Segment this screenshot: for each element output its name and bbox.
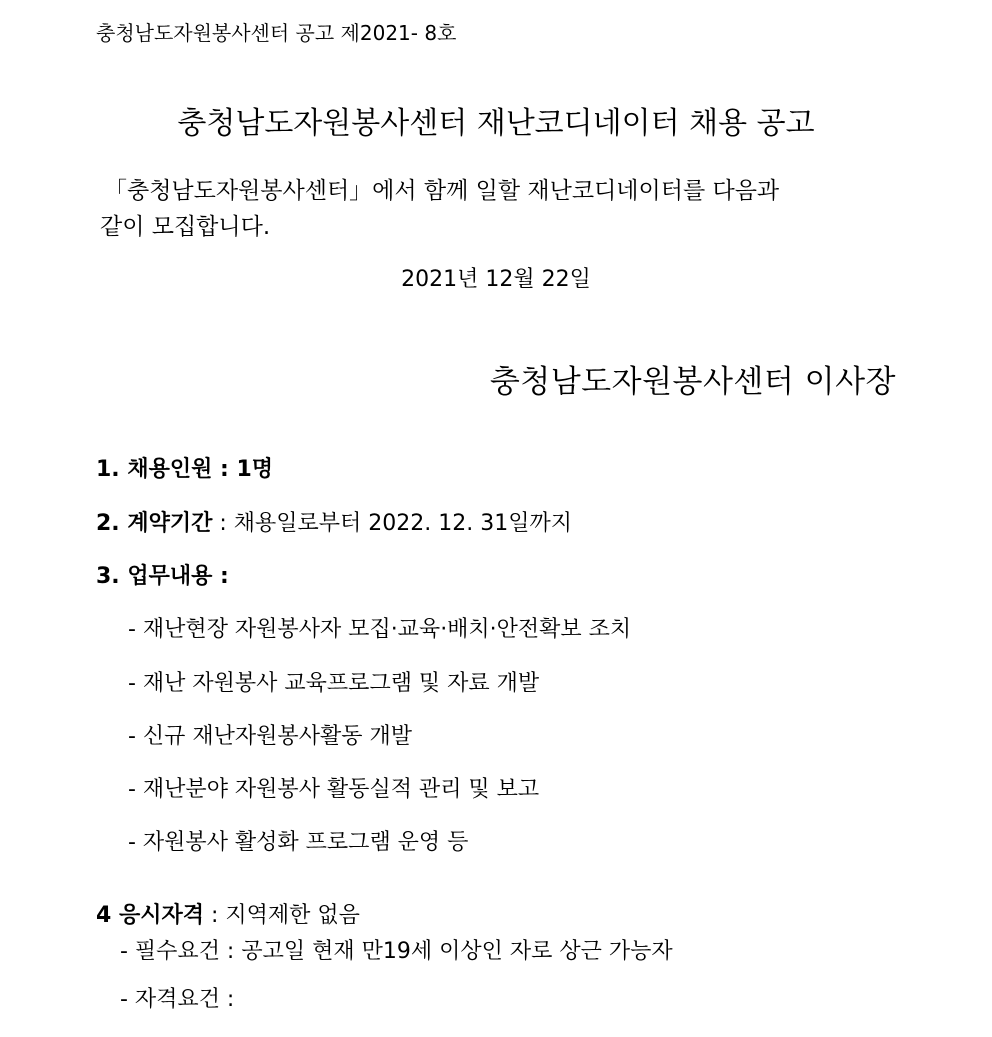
section-eligibility-value: : 지역제한 없음	[203, 903, 360, 928]
section-contract-period-value: : 채용일로부터 2022. 12. 31일까지	[212, 511, 572, 536]
duty-item: - 자원봉사 활성화 프로그램 운영 등	[128, 830, 469, 855]
duty-item: - 신규 재난자원봉사활동 개발	[128, 724, 412, 749]
duty-item: - 재난분야 자원봉사 활동실적 관리 및 보고	[128, 777, 540, 802]
duty-item: - 재난 자원봉사 교육프로그램 및 자료 개발	[128, 671, 540, 696]
issuer-name: 충청남도자원봉사센터 이사장	[489, 364, 896, 400]
section-duties	[96, 559, 229, 590]
section-headcount-value: 1명	[228, 457, 274, 482]
section-headcount	[96, 452, 273, 483]
section-eligibility-label: 4 응시자격	[96, 903, 204, 928]
section-contract-period-label: 2. 계약기간	[96, 511, 213, 536]
section-duties-label: 3. 업무내용 :	[96, 564, 229, 589]
duty-item: - 재난현장 자원봉사자 모집·교육·배치·안전확보 조치	[128, 617, 632, 642]
notice-number: 충청남도자원봉사센터 공고 제2021- 8호	[96, 21, 457, 45]
section-contract-period	[96, 506, 572, 537]
requirement-essential: - 필수요건 : 공고일 현재 만19세 이상인 자로 상근 가능자	[120, 939, 673, 964]
intro-text-line-2: 같이 모집합니다.	[100, 214, 271, 240]
section-headcount-label: 1. 채용인원 :	[96, 457, 229, 482]
section-eligibility	[96, 898, 360, 929]
page-title: 충청남도자원봉사센터 재난코디네이터 채용 공고	[177, 106, 815, 141]
requirement-qualification: - 자격요건 :	[120, 987, 235, 1012]
notice-date: 2021년 12월 22일	[401, 267, 591, 292]
intro-text-line-1: 「충청남도자원봉사센터」에서 함께 일할 재난코디네이터를 다음과	[104, 178, 780, 204]
